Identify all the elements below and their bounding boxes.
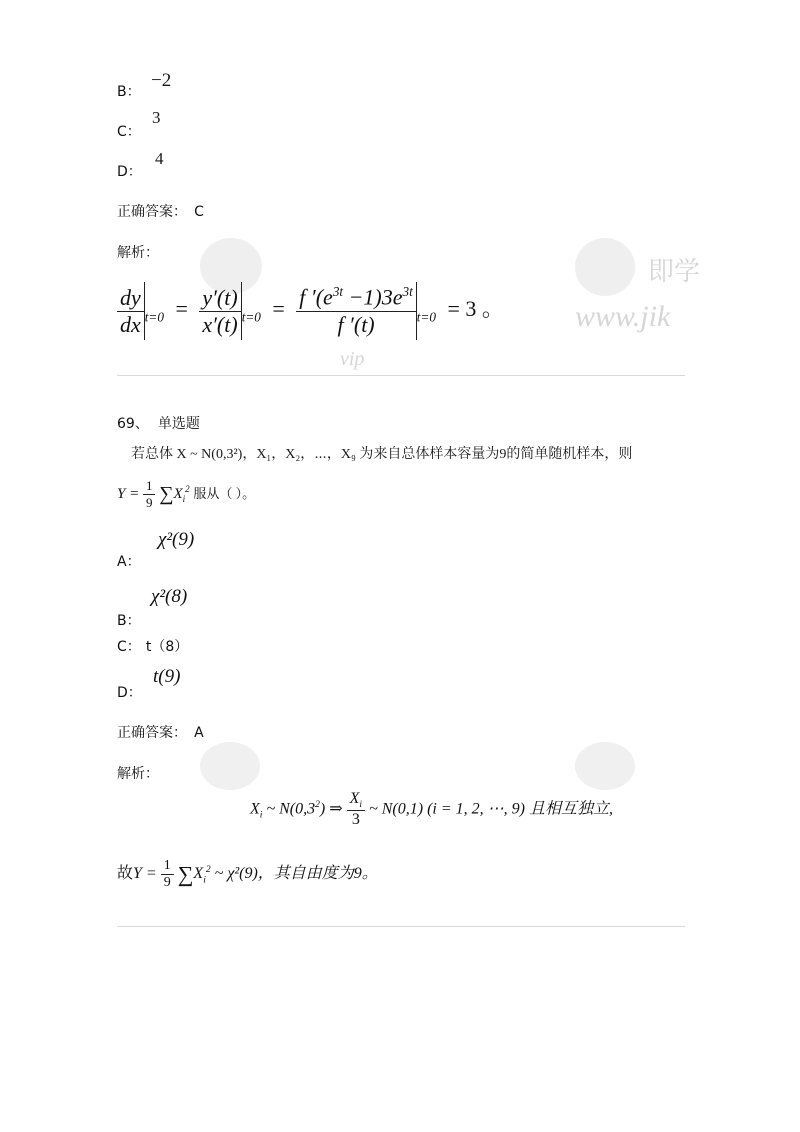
analysis-label: 解析： bbox=[117, 245, 159, 261]
option-a-label: A： bbox=[117, 554, 141, 570]
correct-answer-value-69: A bbox=[194, 725, 204, 741]
panda-watermark-icon bbox=[575, 742, 635, 790]
watermark-fragment: vip bbox=[340, 348, 365, 370]
analysis-result: = 3 。 bbox=[447, 296, 504, 322]
question-stem-line1: 若总体 X ~ N(0,3²)，X₁，X₂，⋯，X₉ 为来自总体样本容量为9的简单随机样本，则 bbox=[131, 447, 633, 462]
analysis-line1: $X_i$ ~ $N(0,3^2)$ ⇒ $\frac{X_i}{3}$ ~ N(0,1) (i = 1, 2, ⋯, 9) 且相互独立, bbox=[250, 790, 613, 829]
analysis-line1-tail: ~ N(0,1) (i = 1, 2, ⋯, 9) 且相互独立, bbox=[369, 800, 613, 818]
question-type: 单选题 bbox=[157, 416, 200, 432]
panda-watermark-icon bbox=[200, 742, 260, 790]
option-b-label-69: B： bbox=[117, 613, 141, 629]
option-c-label-69: C： bbox=[117, 639, 141, 655]
panda-watermark-icon bbox=[575, 238, 635, 296]
option-d-label-69: D： bbox=[117, 685, 142, 701]
watermark-url: www.jik bbox=[575, 300, 671, 333]
option-a-value: χ²(9) bbox=[158, 529, 195, 550]
analysis-formula: $\frac{dy}{dx}$ $_{t=0}$ = $\frac{y'(t)}{x'(t)}$ $_{t=0}$ = $\frac{f '(e^{3t} -1)3e^{3t}}{f '(t)}$ $_{t=0}$ = 3 。 bbox=[117, 282, 504, 340]
stem-tail: 服从（ ）。 bbox=[193, 485, 256, 501]
option-c-value-69: t（8） bbox=[145, 639, 189, 655]
analysis-line2-tail: ~ χ²(9)，其自由度为9。 bbox=[214, 865, 378, 883]
question-stem-line2: Y = $\frac{1}{9}$ $\sum X_i^2$ 服从（ ）。 bbox=[117, 478, 256, 510]
analysis-label-69: 解析： bbox=[117, 766, 159, 782]
divider bbox=[117, 926, 685, 927]
option-b-value-69: χ²(8) bbox=[151, 586, 188, 607]
analysis-line2: 故Y = $\frac{1}{9}$ $\sum X_i^2$ ~ χ²(9)，其自由度为9。 bbox=[117, 858, 378, 890]
question-number: 69、 bbox=[117, 416, 149, 432]
question-header bbox=[117, 413, 200, 433]
option-b-value: −2 bbox=[151, 70, 172, 91]
watermark-text: 即学 bbox=[648, 257, 701, 287]
option-d-value: 4 bbox=[155, 149, 164, 168]
correct-answer-row-69 bbox=[117, 722, 204, 742]
correct-answer-row bbox=[117, 201, 204, 221]
option-c-row bbox=[117, 636, 188, 656]
correct-answer-label-69: 正确答案： bbox=[117, 725, 187, 741]
divider bbox=[117, 375, 685, 376]
option-c-label: C： bbox=[117, 124, 141, 140]
correct-answer-label: 正确答案： bbox=[117, 204, 187, 220]
correct-answer-value: C bbox=[194, 204, 204, 220]
option-d-label: D： bbox=[117, 164, 142, 180]
option-b-label: B： bbox=[117, 84, 141, 100]
option-d-value-69: t(9) bbox=[153, 666, 181, 687]
option-c-value: 3 bbox=[152, 108, 161, 127]
